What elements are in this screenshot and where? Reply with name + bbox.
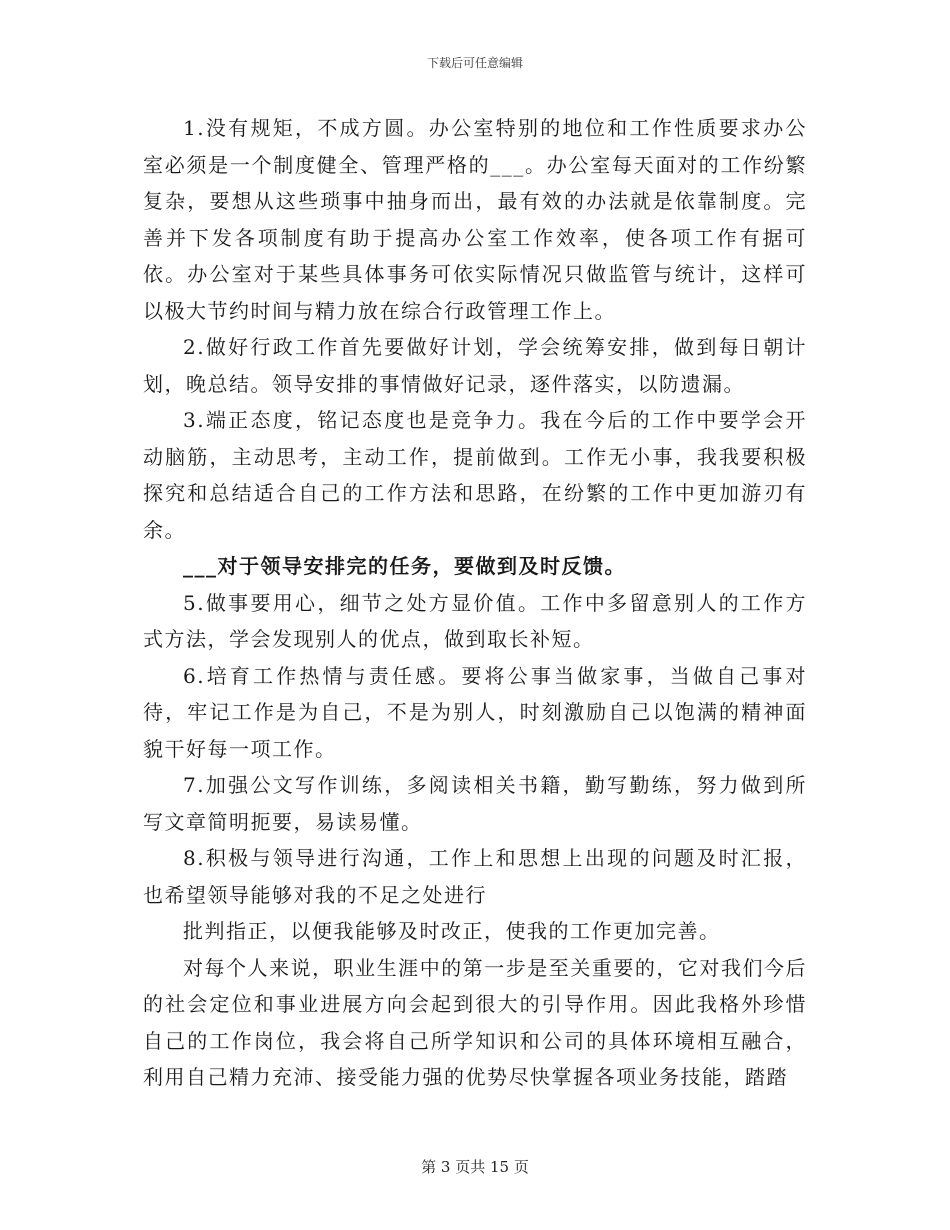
paragraph-2: 2.做好行政工作首先要做好计划，学会统筹安排，做到每日朝计划，晚总结。领导安排的事情做好记录，逐件落实，以防遗漏。 [143, 335, 807, 396]
paragraph-3: 3.端正态度，铭记态度也是竞争力。我在今后的工作中要学会开动脑筋，主动思考，主动工作，提前做到。工作无小事，我我要积极探究和总结适合自己的工作方法和思路，在纷繁的工作中更加游刃有余。 [143, 408, 807, 542]
paragraph-5: 5.做事要用心，细节之处方显价值。工作中多留意别人的工作方式方法，学会发现别人的优点，做到取长补短。 [143, 590, 807, 651]
paragraph-8: 8.积极与领导进行沟通，工作上和思想上出现的问题及时汇报，也希望领导能够对我的不足之处进行 [143, 846, 807, 907]
page-header: 下载后可任意编辑 [426, 56, 523, 70]
document-body [143, 110, 807, 1096]
paragraph-9: 批判指正，以便我能够及时改正，使我的工作更加完善。 [183, 919, 721, 943]
paragraph-4-bold: ___对于领导安排完的任务，要做到及时反馈。 [183, 554, 626, 578]
paragraph-1: 1.没有规矩，不成方圆。办公室特别的地位和工作性质要求办公室必须是一个制度健全、管理严格的___。办公室每天面对的工作纷繁复杂，要想从这些琐事中抽身而出，最有效的办法就是依靠制度。完善并下发各项制度有助于提高办公室工作效率，使各项工作有据可依。办公室对于某些具体事务可依实际情况只做监管与统计，这样可以极大节约时间与精力放在综合行政管理工作上。 [143, 116, 807, 323]
page-footer: 第 3 页共 15 页 [421, 1158, 529, 1176]
paragraph-6: 6.培育工作热情与责任感。要将公事当做家事，当做自己事对待，牢记工作是为自己，不是为别人，时刻激励自己以饱满的精神面貌干好每一项工作。 [143, 663, 807, 761]
paragraph-10: 对每个人来说，职业生涯中的第一步是至关重要的，它对我们今后的社会定位和事业进展方向会起到很大的引导作用。因此我格外珍惜自己的工作岗位，我会将自己所学知识和公司的具体环境相互融合，利用自己精力充沛、接受能力强的优势尽快掌握各项业务技能，踏踏 [143, 955, 807, 1089]
paragraph-7: 7.加强公文写作训练，多阅读相关书籍，勤写勤练，努力做到所写文章简明扼要，易读易懂。 [143, 773, 807, 834]
